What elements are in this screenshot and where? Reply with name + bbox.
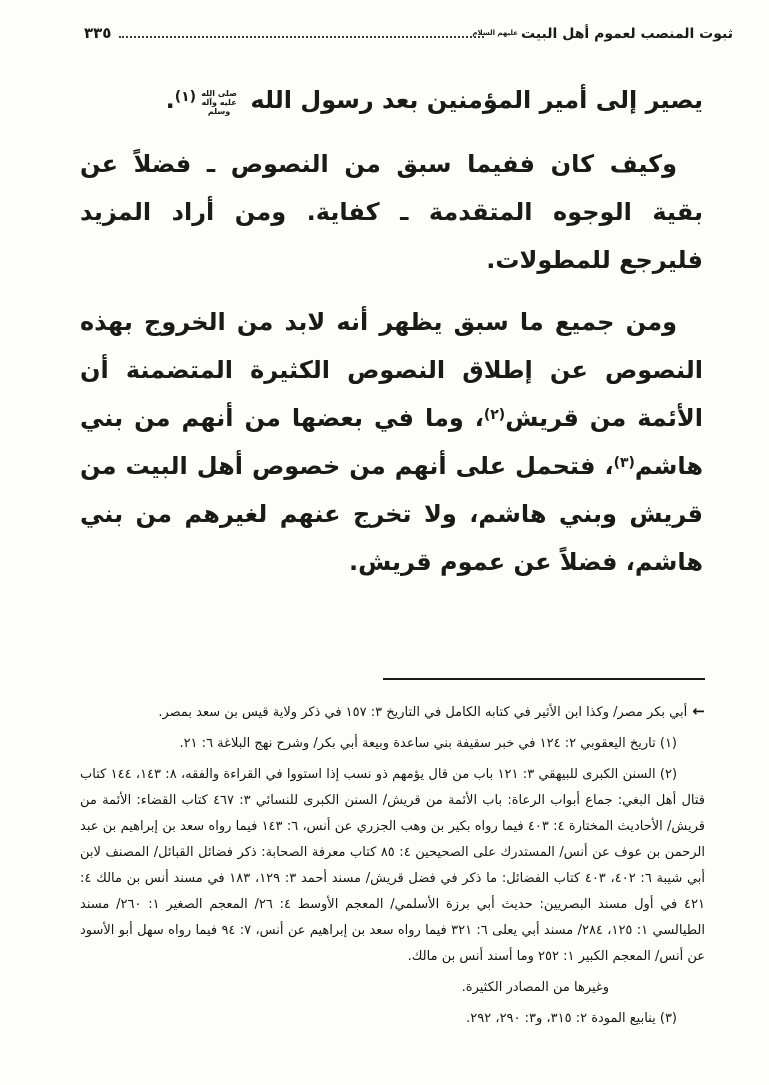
text-run: ، فتحمل على أنهم من خصوص أهل البيت من قريش وبني هاشم، ولا تخرج عنهم لغيرهم من بني هاشم، فضلاً عن عموم قريش. — [80, 452, 703, 576]
text-run: . — [165, 86, 175, 114]
footnote-item — [80, 731, 705, 757]
footnote-text: ينابيع المودة ٢: ٣١٥، و٣: ٢٩٠، ٢٩٢. — [466, 1011, 656, 1026]
body-paragraph — [80, 76, 703, 124]
page-number: ٣٣٥ — [84, 24, 112, 42]
footnote-ref: (٢) — [483, 407, 506, 423]
footnote-ref: (٣) — [613, 455, 635, 471]
honorific-mark: عليهم السلام — [472, 29, 519, 38]
footnote-marker: (١) — [655, 736, 677, 751]
main-text — [0, 76, 769, 586]
footnote-marker: (٢) — [655, 767, 678, 782]
footnote-text: تاريخ اليعقوبي ٢: ١٢٤ في خبر سقيفة بني ساعدة وبيعة أبي بكر/ وشرح نهج البلاغة ٦: ٢١. — [179, 736, 656, 751]
dotted-leader — [119, 36, 484, 38]
footnote-marker: (٣) — [655, 1011, 677, 1026]
honorific-mark: صلى الله عليه وآله وسلم — [201, 89, 237, 116]
footnotes-list — [0, 696, 769, 1051]
continuation-arrow-icon: ← — [687, 702, 705, 720]
body-paragraph — [80, 140, 703, 284]
running-title — [472, 26, 733, 42]
footnote-text: السنن الكبرى للبيهقي ٣: ١٢١ باب من قال يؤمهم ذو نسب إذا استووا في القراءة والفقه، ٨: ١٤٣، ١٤٤ كتاب قتال أهل البغي: جماع أبواب الرعاة: باب الأئمة من قريش/ السنن الكبرى للنسائي ٣: ٤٦٧ كتاب القضاء: الأئمة من قريش/ الأحاديث المختارة ٤: ٤٠٣ فيما رواه بكير بن وهب الجزري عن أنس، ٦: ١٤٣ فيما رواه سعد بن إبراهيم بن عبد الرحمن بن عوف عن أنس/ المستدرك على الصحيحين ٤: ٨٥ كتاب معرفة الصحابة: ذكر فضائل القبائل/ المصنف لابن أبي شيبة ٦: ٤٠٢، ٤٠٣ كتاب الفضائل: ما ذكر في فضل قريش/ مسند أحمد ٣: ١٢٩، ١٨٣ في مسند أنس بن مالك ٤: ٤٢١ في أول مسند البصريين: حديث أبي برزة الأسلمي/ المعجم الأوسط ٤: ٢٦/ المعجم الصغير ١: ٢٦٠/ مسند الطيالسي ١: ١٢٥، ٢٨٤/ مسند أبي يعلى ٦: ٣٢١ فيما رواه سعد بن إبراهيم عن أنس، ٧: ٩٤ فيما رواه سهل أبو الأسود عن أنس/ المعجم الكبير ١: ٢٥٢ وما أسند أنس بن مالك. — [80, 767, 706, 964]
footnote-item — [80, 975, 705, 1001]
footnote-item — [80, 696, 705, 726]
footnote-ref: (١) — [174, 89, 197, 105]
footnote-text: أبي بكر مصر/ وكذا ابن الأثير في كتابه الكامل في التاريخ ٣: ١٥٧ في ذكر ولاية قيس بن سعد بمصر. — [158, 705, 688, 720]
footnote-separator — [383, 678, 705, 680]
page-title: ثبوت المنصب لعموم أهل البيت — [521, 26, 733, 42]
page-header — [0, 24, 769, 42]
body-paragraph — [80, 298, 703, 586]
text-run: ، وما في بعضها من أنهم من بني هاشم — [80, 404, 703, 480]
footnote-text: وغيرها من المصادر الكثيرة. — [461, 980, 609, 995]
footnote-item — [80, 1006, 705, 1032]
text-run: يصير إلى أمير المؤمنين بعد رسول الله — [242, 86, 703, 114]
text-run: وكيف كان ففيما سبق من النصوص ـ فضلاً عن بقية الوجوه المتقدمة ـ كفاية. ومن أراد المزيد فليرجع للمطولات. — [80, 150, 703, 274]
footnote-item — [80, 762, 705, 970]
text-run: ومن جميع ما سبق يظهر أنه لابد من الخروج بهذه النصوص عن إطلاق النصوص الكثيرة المتضمنة أن الأئمة من قريش — [80, 308, 703, 432]
